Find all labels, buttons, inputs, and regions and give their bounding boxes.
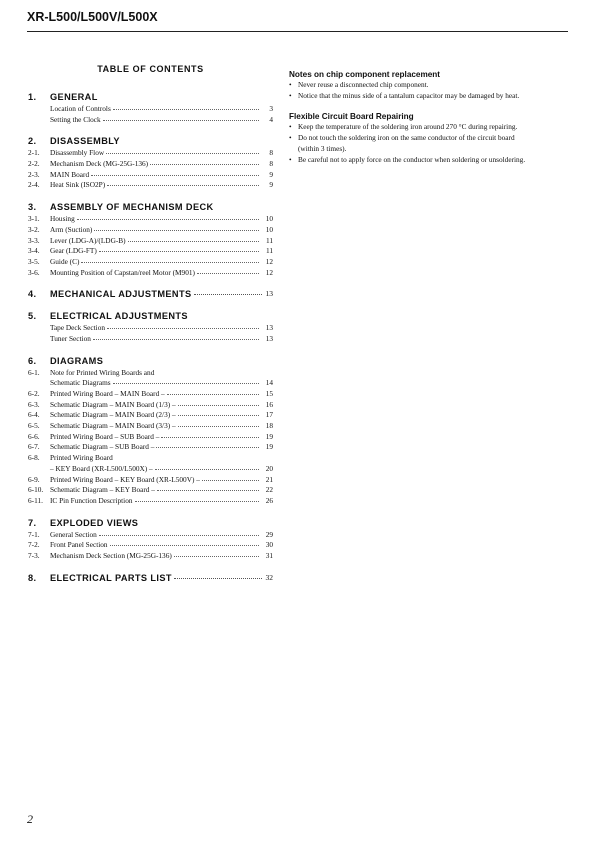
flex-notes [289, 111, 534, 165]
section-number: 4. [28, 289, 37, 300]
leader-dots [155, 464, 259, 470]
chip-notes-title: Notes on chip component replacement [289, 70, 441, 79]
toc-entry [28, 246, 273, 257]
section-number: 7. [28, 517, 37, 528]
entry-number: 6-7. [28, 442, 40, 452]
entry-page: 19 [265, 442, 273, 452]
toc-entry [28, 257, 273, 268]
leader-dots [197, 268, 259, 274]
entry-page: 18 [265, 421, 273, 431]
entry-number: 3-6. [28, 267, 40, 277]
toc-entry [28, 389, 273, 400]
toc-section [28, 355, 273, 507]
entry-label: General Section [50, 529, 97, 539]
entry-number: 3-3. [28, 235, 40, 245]
entry-page: 3 [269, 104, 273, 113]
entry-label: Housing [50, 214, 75, 224]
section-number: 6. [28, 355, 37, 366]
entry-number: 6-2. [28, 389, 40, 398]
section-title: ASSEMBLY OF MECHANISM DECK [50, 202, 214, 213]
entry-label: IC Pin Function Description [50, 495, 133, 505]
bullet-mark: • [289, 133, 292, 143]
bullet-mark: • [289, 122, 292, 132]
entry-number: 2-4. [28, 180, 40, 190]
toc-entry [28, 540, 273, 551]
entry-page: 11 [265, 235, 273, 245]
section-number: 5. [28, 311, 37, 322]
entry-page: 9 [269, 180, 273, 190]
toc-entry [28, 485, 273, 496]
entry-number: 6-11. [28, 495, 43, 505]
leader-dots [135, 496, 260, 502]
toc-entry [28, 421, 273, 432]
entry-label: Mechanism Deck Section (MG-25G-136) [50, 550, 172, 560]
leader-dots [156, 442, 259, 448]
bullet-mark: • [289, 80, 292, 89]
leader-dots [110, 540, 259, 546]
section-title: DIAGRAMS [50, 355, 104, 366]
toc-section-heading [28, 572, 273, 584]
entry-label: Tape Deck Section [50, 323, 106, 333]
entry-page: 19 [265, 431, 273, 441]
toc-entry [28, 496, 273, 507]
toc-section [28, 201, 273, 278]
entry-page: 12 [265, 267, 273, 277]
leader-dots [106, 148, 259, 154]
section-title: ELECTRICAL PARTS LIST [50, 572, 172, 583]
entry-number [28, 334, 50, 345]
leader-dots [99, 246, 259, 252]
bullet-text: Never reuse a disconnected chip component. [298, 80, 429, 89]
bullet-item [289, 122, 534, 133]
entry-page: 9 [269, 169, 273, 179]
bullet-text: Do not touch the soldering iron on the same conductor of the circuit board (within 3 times). [298, 133, 515, 153]
bullet-item [289, 155, 534, 166]
leader-dots [202, 475, 259, 481]
entry-page: 13 [265, 323, 273, 333]
section-number: 2. [28, 136, 37, 147]
leader-dots [107, 180, 259, 186]
toc-section [28, 310, 273, 344]
entry-page: 4 [269, 114, 273, 124]
toc-section [28, 572, 273, 584]
entry-page: 17 [265, 410, 273, 420]
toc-entry [28, 432, 273, 443]
leader-dots [178, 421, 259, 427]
entry-label: Mechanism Deck (MG-25G-136) [50, 159, 149, 169]
entry-page: 30 [265, 540, 273, 550]
entry-number [28, 464, 50, 475]
entry-number: 2-1. [28, 148, 40, 158]
entry-number: 7-1. [28, 529, 40, 539]
chip-notes [289, 69, 534, 101]
toc-title: TABLE OF CONTENTS [97, 64, 204, 74]
leader-dots [103, 115, 259, 121]
entry-number: 6-9. [28, 474, 40, 484]
entry-page: 22 [265, 485, 273, 495]
entry-number [28, 378, 50, 389]
entry-number: 6-10. [28, 485, 44, 495]
entry-number: 6-4. [28, 410, 40, 420]
entry-page: 14 [265, 378, 273, 388]
entry-label: Setting the Clock [50, 114, 101, 124]
entry-page: 13 [265, 333, 273, 343]
section-number: 3. [28, 202, 37, 213]
leader-dots [113, 104, 259, 110]
entry-label: – KEY Board (XR-L500/L500X) – [50, 463, 153, 473]
leader-dots [174, 572, 262, 579]
entry-number: 3-5. [28, 256, 40, 266]
toc-entry [28, 475, 273, 486]
toc-entry [28, 368, 273, 379]
toc-entry [28, 378, 273, 389]
toc-entry [28, 323, 273, 334]
entry-label: Schematic Diagram – MAIN Board (1/3) – [50, 399, 176, 409]
toc-entry [28, 159, 273, 170]
leader-dots [161, 432, 259, 438]
entry-page: 8 [269, 148, 273, 158]
notes-panel [289, 69, 534, 175]
leader-dots [194, 288, 262, 295]
leader-dots [99, 530, 259, 536]
toc-entry [28, 453, 273, 464]
toc-section-heading [28, 517, 273, 529]
toc-section [28, 91, 273, 125]
toc-entry [28, 410, 273, 421]
toc-entry [28, 442, 273, 453]
entry-page: 26 [265, 495, 273, 505]
entry-page: 11 [265, 246, 273, 256]
entry-number: 3-1. [28, 214, 40, 224]
entry-label: MAIN Board [50, 169, 90, 179]
toc-entry [28, 214, 273, 225]
flex-notes-title: Flexible Circuit Board Repairing [289, 112, 414, 122]
section-title: MECHANICAL ADJUSTMENTS [50, 289, 192, 300]
entry-label: Schematic Diagram – SUB Board – [50, 442, 155, 452]
leader-dots [178, 410, 259, 416]
entry-page: 31 [265, 550, 273, 560]
bullet-item [289, 91, 534, 102]
entry-label: Schematic Diagram – MAIN Board (3/3) – [50, 421, 176, 431]
entry-number [28, 104, 50, 115]
entry-label: Front Panel Section [50, 540, 108, 550]
entry-label: Printed Wiring Board – KEY Board (XR-L500V) – [50, 474, 200, 484]
toc-section [28, 517, 273, 562]
entry-label: Printed Wiring Board – MAIN Board – [50, 389, 165, 398]
entry-label: Heat Sink (ISO2P) [50, 180, 106, 190]
entry-page: 8 [269, 159, 273, 169]
entry-number: 7-3. [28, 550, 40, 560]
leader-dots [178, 400, 259, 406]
entry-page: 10 [265, 224, 273, 234]
toc-entry [28, 236, 273, 247]
chip-notes-list [289, 80, 534, 101]
entry-label: Printed Wiring Board – SUB Board – [50, 431, 160, 441]
section-number: 1. [28, 92, 37, 102]
entry-label: Tuner Section [50, 333, 91, 343]
toc-section-heading [28, 355, 273, 367]
entry-page: 21 [265, 474, 273, 484]
bullet-mark: • [289, 154, 292, 164]
entry-number: 6-5. [28, 421, 40, 431]
leader-dots [93, 334, 259, 340]
entry-label: Gear (LDG-FT) [50, 246, 97, 256]
bullet-text: Keep the temperature of the soldering iron around 270 °C during repairing. [298, 122, 518, 132]
entry-label: Note for Printed Wiring Boards and [50, 367, 155, 377]
toc-entry [28, 225, 273, 236]
entry-number [28, 323, 50, 334]
toc-section [28, 135, 273, 191]
toc-body [28, 91, 273, 584]
entry-number: 6-8. [28, 453, 40, 463]
leader-dots [113, 378, 259, 384]
toc-entry [28, 104, 273, 115]
header-rule [27, 31, 568, 32]
toc-entry [28, 180, 273, 191]
section-page: 32 [265, 572, 273, 582]
bullet-item [289, 133, 534, 154]
section-page: 13 [265, 289, 273, 299]
leader-dots [128, 236, 259, 242]
entry-label: Disassembly Flow [50, 148, 105, 158]
toc-section-heading [28, 91, 273, 103]
bullet-text: Be careful not to apply force on the conductor when soldering or unsoldering. [298, 154, 526, 164]
leader-dots [81, 257, 259, 263]
toc-entry [28, 170, 273, 181]
entry-label: Schematic Diagram – MAIN Board (2/3) – [50, 410, 176, 420]
entry-label: Location of Controls [50, 104, 111, 113]
entry-label: Schematic Diagrams [50, 378, 111, 388]
leader-dots [167, 389, 259, 395]
entry-label: Printed Wiring Board [50, 453, 113, 463]
section-title: EXPLODED VIEWS [50, 517, 139, 528]
flex-notes-list [289, 122, 534, 165]
entry-number: 2-2. [28, 159, 40, 169]
entry-label: Mounting Position of Capstan/reel Motor (M901) [50, 267, 195, 277]
section-title: GENERAL [50, 92, 98, 102]
entry-label: Guide (C) [50, 256, 80, 266]
page-number: 2 [27, 812, 33, 826]
entry-number: 3-2. [28, 224, 40, 234]
entry-label: Lever (LDG-A)/(LDG-B) [50, 235, 126, 245]
leader-dots [91, 170, 259, 176]
toc-section-heading [28, 310, 273, 322]
entry-number: 7-2. [28, 540, 40, 550]
entry-number [28, 115, 50, 126]
entry-number: 6-3. [28, 399, 40, 409]
entry-page: 29 [265, 529, 273, 539]
section-title: ELECTRICAL ADJUSTMENTS [50, 311, 188, 322]
leader-dots [77, 214, 259, 220]
entry-label: Schematic Diagram – KEY Board – [50, 485, 155, 495]
toc-entry [28, 268, 273, 279]
section-number: 8. [28, 572, 37, 583]
entry-page: 20 [265, 463, 273, 473]
toc-entry [28, 400, 273, 411]
toc-entry [28, 464, 273, 475]
toc-section-heading [28, 201, 273, 213]
leader-dots [94, 225, 259, 231]
leader-dots [150, 159, 259, 165]
toc-entry [28, 115, 273, 126]
bullet-mark: • [289, 90, 292, 100]
model-header: XR-L500/L500V/L500X [27, 10, 158, 24]
bullet-text: Notice that the minus side of a tantalum capacitor may be damaged by heat. [298, 90, 520, 100]
bullet-item [289, 80, 534, 91]
toc-section-heading [28, 288, 273, 300]
entry-page: 16 [265, 399, 273, 409]
entry-page: 15 [265, 389, 273, 398]
entry-number: 6-6. [28, 431, 40, 441]
leader-dots [174, 551, 259, 557]
toc-entry [28, 551, 273, 562]
leader-dots [157, 485, 259, 491]
entry-number: 6-1. [28, 367, 40, 377]
toc-entry [28, 530, 273, 541]
table-of-contents [28, 64, 273, 594]
toc-entry [28, 148, 273, 159]
entry-page: 12 [265, 256, 273, 266]
section-title: DISASSEMBLY [50, 136, 120, 147]
entry-number: 2-3. [28, 169, 40, 179]
leader-dots [107, 323, 259, 329]
toc-section-heading [28, 135, 273, 147]
toc-section [28, 288, 273, 300]
toc-entry [28, 334, 273, 345]
entry-label: Arm (Suction) [50, 224, 93, 234]
entry-number: 3-4. [28, 246, 40, 256]
entry-page: 10 [265, 214, 273, 224]
